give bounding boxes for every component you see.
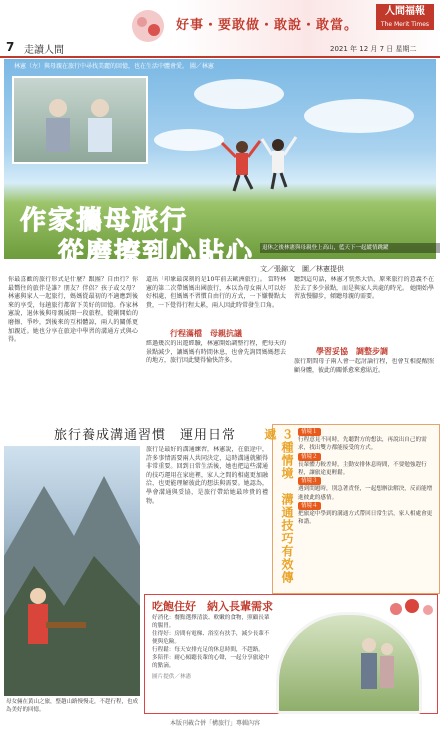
scenario-tag: 情境１ (298, 428, 321, 436)
list-item: 住得好：房間有電梯、浴室有扶手，減少長輩不便與危險。 (152, 631, 270, 645)
header-slogan: 好事・要敢做・敢說・敢當。 (176, 18, 359, 33)
section-two-title: 旅行養成溝通習慣 運用日常 (54, 428, 237, 443)
photo-credit: 圖片提供／林憲 (152, 674, 192, 680)
article-column-2b: 經過幾次的出遊經驗，林憲開始調整行程，把每天的景點減少，讓媽媽有時間休息，也會先詢問媽媽想去的地方，旅行因此變得愉快許多。 (146, 340, 286, 365)
scenario-text: 行程意見不同時，先聽對方的想法，再說出自己的需求，找出雙方都能接受的方式。 (298, 437, 427, 452)
header-rule (0, 56, 440, 58)
jumping-people-icon (214, 129, 304, 219)
scenario-text: 把旅途中學到的溝通方式帶回日常生活，家人相處會更和諧。 (298, 511, 433, 526)
subhead-b: 學習妥協 調整步調 (316, 347, 388, 356)
scenario-text: 長輩體力較差時，主動安排休息時間，不要勉強趕行程，讓旅途更輕鬆。 (298, 461, 427, 477)
list-item: 多陪伴：耐心傾聽長輩的心聲，一起分享旅途中的點滴。 (152, 655, 270, 669)
subhead-a: 行程滿檔 母親抗議 (170, 329, 242, 338)
hero-top-caption: 林憲（左）與母親在旅行中尋找美麗的回憶，也在生活中體會愛。 圖／林憲 (14, 63, 214, 70)
article-column-3: 聽到這句話，林憲才恍然大悟，原來旅行的意義不在於去了多少景點，而是與家人共處的時光。 她開始學習放慢腳步，傾聽母親的需要。 (294, 276, 434, 301)
tips-content (298, 428, 436, 526)
article-column-3b: 旅行期間母子兩人會一起討論行程，也會互相提醒照顧身體，彼此的關係愈來愈貼近。 (294, 358, 434, 374)
byline: 文／張錦文 圖／林憲提供 (260, 265, 344, 273)
list-item: 好消化：餐點選擇清淡、軟嫩的食物，照顧長輩的腸胃。 (152, 615, 270, 629)
list-item: 行程鬆：每天安排充足的休息時間，不趕路。 (152, 647, 264, 653)
two-people-icon (14, 78, 146, 162)
page-number: 7 (6, 40, 15, 54)
headline-line-2: 從磨擦到心貼心 (58, 238, 255, 268)
article-column-2: 道出「印象最深刻的是10年前去歐洲旅行」。 當時林憲的第二次帶媽媽出國旅行，本以為母女兩人可以好好相處，但媽媽不習慣自由行的方式，一下嫌餐點太貴，一下覺得行程太累，兩人因此時常發生口角。 (146, 276, 286, 309)
mountain-icon (4, 446, 140, 696)
elder-needs-list (152, 614, 272, 681)
elder-needs-title: 吃飽住好 納入長輩需求 (152, 600, 273, 613)
inset-photo (12, 76, 148, 164)
issue-date: 2021 年 12 月 7 日 星期二 (330, 45, 417, 53)
flower-decoration-icon (386, 596, 436, 622)
couple-icon (279, 615, 419, 711)
mountain-photo-caption: 母女倆在黃山之旅，整趟山路慢慢走，不趕行程，也成為美好的回憶。 (6, 699, 139, 713)
headline-line-1: 作家攜母旅行 (20, 206, 189, 236)
scenario-tag: 情境４ (298, 502, 321, 510)
scenario-tag: 情境２ (298, 453, 321, 461)
decorative-dots-icon (128, 6, 168, 46)
mountain-photo (4, 446, 140, 696)
newspaper-logo: 人間福報 The Merit Times (376, 4, 434, 30)
page-footer: 本版刊載合併「構旅行」專輯內容 (170, 720, 261, 727)
section-name: 走讀人間 (24, 45, 64, 56)
tips-vertical-title: ３種情境 溝通技巧有效傳遞 (263, 428, 294, 584)
article-column-1: 你最喜歡的旅行形式是什麼？跟團？自由行？你最嚮往的旅伴是誰？朋友？伴侶？孩子或父母？ 林憲與家人一起旅行，媽媽從最初的不適應到後來的享受，每趟旅行都留下美好的回憶。作家林憲說，退休後與母親展開一段旅程，從剛開始的磨擦、爭吵，到後來的互相體諒，兩人的關係更加親近。她也分享在旅途中學習的溝通方式與心得。 (8, 276, 138, 344)
scenario-tag: 情境３ (298, 477, 321, 485)
hero-photo-caption: 退休之後林憲與母親登上高山，藍天下一起縱情跳躍 (260, 243, 440, 253)
scenario-text: 遇到問題時，別急著責怪，一起想辦法解決，反而能增進彼此的感情。 (298, 486, 433, 501)
section-two-text: 旅行是最好的溝通練習，林憲說，在旅途中，許多事情需要兩人共同決定，這時溝通就顯得非常重要。回到日常生活後，她也把這些溝通的技巧運用在家庭裡，家人之間的相處更加融洽，也更能理解彼此的想法與需要。她認為，學會溝通與妥協，是旅行帶給她最珍貴的禮物。 (146, 446, 268, 505)
